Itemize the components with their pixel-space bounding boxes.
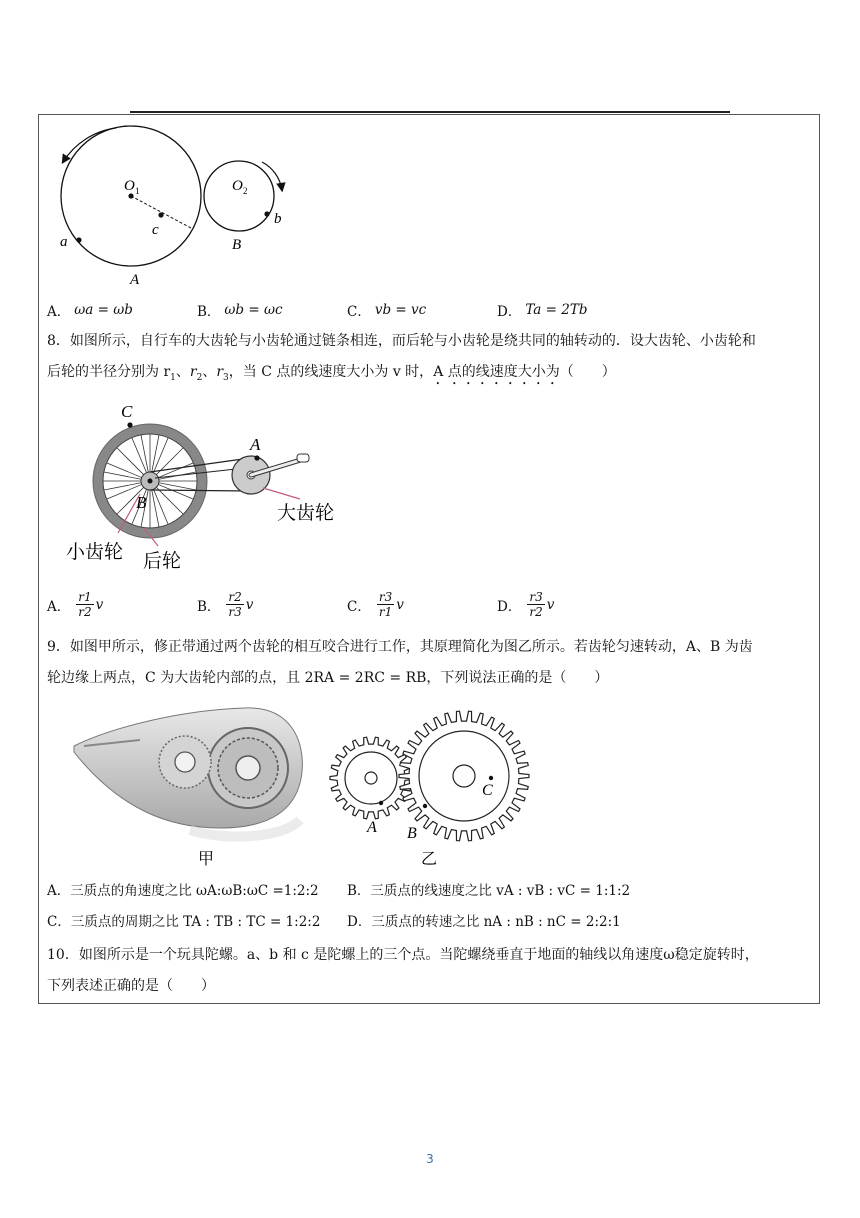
option-letter: D．	[497, 598, 522, 615]
option-expr: vb = vc	[374, 302, 427, 318]
option-letter: C．	[347, 304, 371, 320]
q8-bicycle-figure	[60, 398, 360, 580]
q7-option-a[interactable]	[47, 300, 197, 320]
fraction-denominator: r2	[78, 605, 92, 619]
q8-option-a[interactable]	[47, 590, 197, 619]
option-letter: C．	[347, 598, 371, 615]
q7-label-o2: O	[232, 178, 243, 194]
q8-stem-prefix: 后轮的半径分别为 r	[47, 364, 171, 380]
option-expr: ωb = ωc	[224, 302, 283, 318]
q9-stem-line2: 轮边缘上两点，C 为大齿轮内部的点，且 2RA = 2RC = RB，下列说法正确的是（ ）	[47, 670, 609, 686]
fraction-denominator: r3	[228, 605, 242, 619]
q7-label-wheel-b: B	[232, 237, 242, 253]
option-tail: v	[546, 596, 555, 613]
option-expr: ωa = ωb	[74, 302, 133, 318]
q10-stem	[47, 940, 817, 1002]
fraction-numerator: r2	[228, 590, 242, 604]
q10-stem-line2: 下列表述正确的是（ ）	[47, 978, 215, 994]
page-number: 3	[426, 1152, 434, 1166]
fraction-denominator: r2	[529, 605, 543, 619]
q8-label-small-gear: 小齿轮	[66, 541, 124, 563]
q8-label-c: C	[121, 402, 133, 421]
q8-label-rear-wheel: 后轮	[143, 550, 182, 572]
q9-option-b[interactable]: B．三质点的线速度之比 vA : vB : vC = 1:1:2	[347, 883, 631, 899]
q8-stem-suffix: （ ）	[559, 364, 616, 380]
fraction-denominator: r1	[378, 605, 393, 619]
q9-option-c[interactable]: C．三质点的周期之比 TA : TB : TC = 1:2:2	[47, 914, 321, 930]
q7-option-b[interactable]	[197, 300, 347, 320]
option-fraction	[377, 590, 394, 619]
q8-options	[47, 590, 647, 619]
option-tail: v	[95, 596, 104, 613]
q9-options	[47, 876, 817, 938]
q7-label-b: b	[274, 211, 282, 227]
q8-label-big-gear: 大齿轮	[277, 502, 335, 524]
option-fraction	[226, 590, 243, 619]
option-tail: v	[245, 596, 254, 613]
q8-stem-mid: ，当 C 点的线速度大小为 v 时，	[228, 364, 434, 380]
option-letter: A．	[47, 304, 71, 320]
fraction-numerator: r3	[378, 590, 393, 604]
q9-gears-figure	[325, 700, 540, 870]
q9-stem-line1: 9．如图甲所示，修正带通过两个齿轮的相互咬合进行工作，其原理简化为图乙所示。若齿轮匀速转动，A、B 为齿	[47, 639, 753, 655]
q9-label-a: A	[367, 819, 377, 836]
q9-label-c: C	[482, 782, 493, 799]
option-letter: A．	[47, 598, 71, 615]
option-letter: B．	[197, 304, 221, 320]
q9-stem	[47, 632, 817, 694]
q7-label-o1: O	[124, 178, 135, 194]
q7-label-c: c	[152, 222, 159, 238]
q9-option-a[interactable]: A．三质点的角速度之比 ωA:ωB:ωC =1:2:2	[47, 883, 319, 899]
q8-label-a: A	[250, 435, 261, 454]
q7-label-o2-sub: 2	[243, 186, 248, 196]
q9-correction-tape-figure	[70, 700, 330, 870]
option-tail: v	[396, 596, 404, 613]
q9-option-d[interactable]: D．三质点的转速之比 nA : nB : nC = 2:2:1	[347, 914, 621, 930]
q9-label-b: B	[407, 825, 417, 842]
q8-option-c[interactable]	[347, 590, 497, 619]
q9-caption-yi: 乙	[421, 849, 438, 868]
q7-label-a: a	[60, 234, 68, 250]
q7-label-o1-sub: 1	[135, 186, 140, 196]
fraction-numerator: r1	[78, 590, 92, 604]
q7-circles-figure	[50, 118, 310, 290]
q7-options	[47, 300, 647, 320]
q8-stem-line2: 后轮的半径分别为 $r_1$、$r_2$、$r_3$，当 C 点的线速度大小为 v 时，A 点的线速度大小为（ ）	[47, 364, 616, 383]
q8-stem-emphasis: A 点的线速度大小为	[433, 364, 560, 380]
q10-stem-line1: 10．如图所示是一个玩具陀螺。a、b 和 c 是陀螺上的三个点。当陀螺绕垂直于地面的轴线以角速度ω稳定旋转时，	[47, 947, 759, 963]
q7-option-c[interactable]	[347, 300, 497, 320]
fraction-numerator: r3	[529, 590, 543, 604]
option-fraction	[76, 590, 93, 619]
option-fraction	[527, 590, 544, 619]
q7-label-wheel-a: A	[130, 272, 140, 288]
q7-option-d[interactable]	[497, 300, 647, 320]
header-rule	[130, 111, 730, 113]
q8-option-b[interactable]	[197, 590, 347, 619]
q8-stem-line1: 8．如图所示，自行车的大齿轮与小齿轮通过链条相连，而后轮与小齿轮是绕共同的轴转动的．设大齿轮、小齿轮和	[47, 333, 756, 349]
option-expr: Ta = 2Tb	[525, 302, 588, 318]
q8-stem	[47, 326, 817, 394]
q8-label-b: B	[136, 493, 147, 512]
q9-caption-jia: 甲	[198, 849, 215, 868]
q8-option-d[interactable]	[497, 590, 647, 619]
option-letter: D．	[497, 304, 522, 320]
option-letter: B．	[197, 598, 221, 615]
